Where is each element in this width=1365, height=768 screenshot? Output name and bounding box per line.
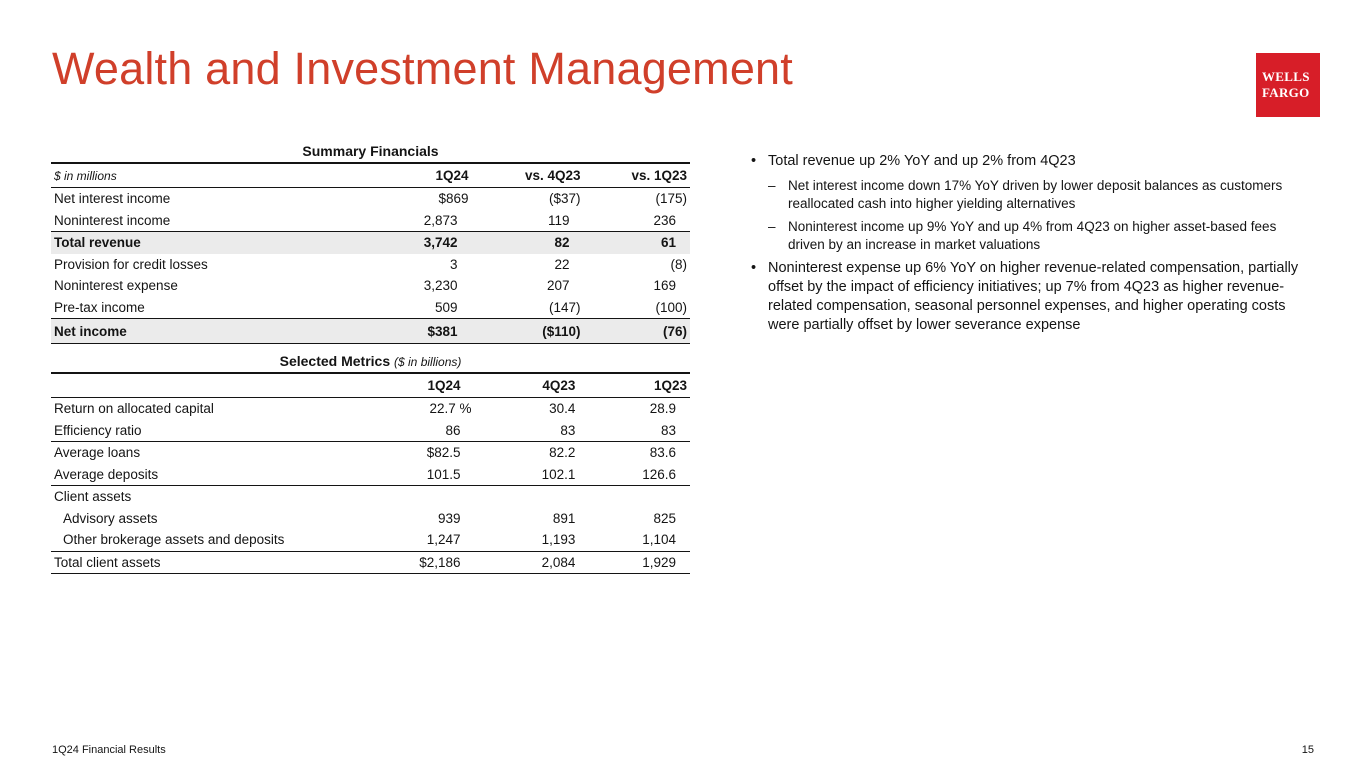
commentary	[748, 152, 1308, 341]
cell-value: 1,193	[475, 529, 590, 551]
cell-value: (8)	[670, 256, 687, 272]
row-label: Average deposits	[51, 464, 371, 486]
table-row	[51, 442, 690, 464]
metrics-title	[51, 350, 690, 372]
financial-tables	[51, 140, 690, 574]
metrics-header-row	[51, 373, 690, 398]
cell-value: 2,873	[423, 212, 458, 228]
summary-title: Summary Financials	[302, 143, 439, 159]
column-header: 1Q24	[371, 373, 474, 398]
column-header: vs. 1Q23	[584, 163, 690, 188]
row-label: Advisory assets	[63, 510, 158, 526]
table-row	[51, 297, 690, 319]
row-label: Net interest income	[54, 191, 171, 207]
table-row	[51, 420, 690, 442]
row-label: Net income	[51, 319, 374, 344]
table-row	[51, 464, 690, 486]
cell-value: $2,186	[371, 551, 474, 574]
column-header: 1Q23	[589, 373, 690, 398]
row-label: Total revenue	[51, 232, 374, 254]
wells-fargo-logo	[1256, 53, 1320, 117]
net-income-row	[51, 319, 690, 344]
cell-value: $869	[438, 191, 469, 207]
logo-line-2: FARGO	[1262, 85, 1310, 100]
table-row	[51, 210, 690, 232]
cell-value: (100)	[655, 299, 687, 315]
cell-value: (76)	[584, 319, 690, 344]
column-header: vs. 4Q23	[471, 163, 583, 188]
table-row	[51, 508, 690, 530]
cell-value: 825	[653, 510, 676, 526]
cell-value: 82.2	[549, 445, 576, 461]
table-row	[51, 188, 690, 210]
total-client-assets-row	[51, 551, 690, 574]
logo-line-1: WELLS	[1262, 69, 1310, 84]
units-label: $ in millions	[51, 163, 374, 188]
table-row	[51, 254, 690, 276]
cell-value: (147)	[549, 299, 581, 315]
column-header: 1Q24	[374, 163, 471, 188]
table-row	[51, 529, 690, 551]
cell-value: 102.1	[475, 464, 590, 486]
summary-table	[51, 162, 690, 344]
cell-value: 22	[554, 256, 570, 272]
cell-value: 126.6	[589, 464, 690, 486]
cell-value: 207	[546, 278, 570, 294]
cell-value: 2,084	[475, 551, 590, 574]
row-label: Pre-tax income	[54, 299, 145, 315]
row-label: Noninterest income	[54, 212, 171, 228]
sub-bullet-point: – Noninterest income up 9% YoY and up 4% from 4Q23 on higher asset-based fees driven by an increase in market valuations	[748, 218, 1308, 254]
cell-value: ($37)	[549, 191, 581, 207]
cell-value: 939	[438, 510, 461, 526]
cell-value: 83	[475, 420, 590, 442]
cell-value: 509	[434, 299, 458, 315]
metrics-title-text: Selected Metrics	[279, 353, 391, 369]
page-title: Wealth and Investment Management	[52, 43, 793, 94]
cell-value: 169	[653, 278, 676, 294]
table-row	[51, 486, 690, 508]
row-label: Average loans	[54, 445, 141, 461]
cell-value: 28.9	[649, 401, 676, 417]
table-row	[51, 398, 690, 420]
total-revenue-row	[51, 232, 690, 254]
cell-value: 82	[471, 232, 583, 254]
sub-bullet-point: – Net interest income down 17% YoY driven by lower deposit balances as customers reallocated cash into higher yielding alternatives	[748, 177, 1308, 213]
cell-value: 101.5	[371, 464, 474, 486]
cell-value: 3	[449, 256, 458, 272]
page-number: 15	[1301, 744, 1314, 756]
cell-value: 86	[371, 420, 474, 442]
metrics-subtitle: ($ in billions)	[394, 355, 462, 369]
cell-value: 61	[584, 232, 690, 254]
cell-value: ($110)	[471, 319, 583, 344]
cell-value: $82.5	[426, 445, 461, 461]
cell-value: 1,247	[371, 529, 474, 551]
cell-value: $381	[374, 319, 471, 344]
cell-value: 30.4	[549, 401, 576, 417]
footer-label: 1Q24 Financial Results	[52, 744, 166, 756]
cell-value: 3,742	[374, 232, 471, 254]
cell-value: 3,230	[423, 278, 458, 294]
row-label: Provision for credit losses	[54, 256, 208, 272]
metrics-table	[51, 372, 690, 574]
cell-value: 1,104	[589, 529, 690, 551]
row-label: Client assets	[54, 489, 132, 505]
cell-value: 83	[589, 420, 690, 442]
row-label: Efficiency ratio	[51, 420, 371, 442]
table-row	[51, 275, 690, 297]
summary-header-row	[51, 163, 690, 188]
row-label: Other brokerage assets and deposits	[51, 529, 371, 551]
bullet-point: • Total revenue up 2% YoY and up 2% from 4Q23	[748, 152, 1308, 171]
cell-value: 891	[552, 510, 576, 526]
cell-value: 236	[653, 212, 676, 228]
row-label: Noninterest expense	[54, 278, 178, 294]
row-label: Total client assets	[51, 551, 371, 574]
cell-value: 83.6	[649, 445, 676, 461]
column-header: 4Q23	[475, 373, 590, 398]
row-label: Return on allocated capital	[54, 401, 214, 417]
cell-value: 119	[547, 212, 570, 228]
bullet-point: • Noninterest expense up 6% YoY on higher revenue-related compensation, partially offset by the impact of efficiency initiatives; up 7% from 4Q23 as higher revenue-related compensation, seasonal personnel expenses, and higher operating costs were partially offset by lower severance expense	[748, 259, 1308, 335]
cell-value: 22.7 %	[429, 401, 472, 417]
cell-value: 1,929	[589, 551, 690, 574]
cell-value: (175)	[655, 191, 687, 207]
